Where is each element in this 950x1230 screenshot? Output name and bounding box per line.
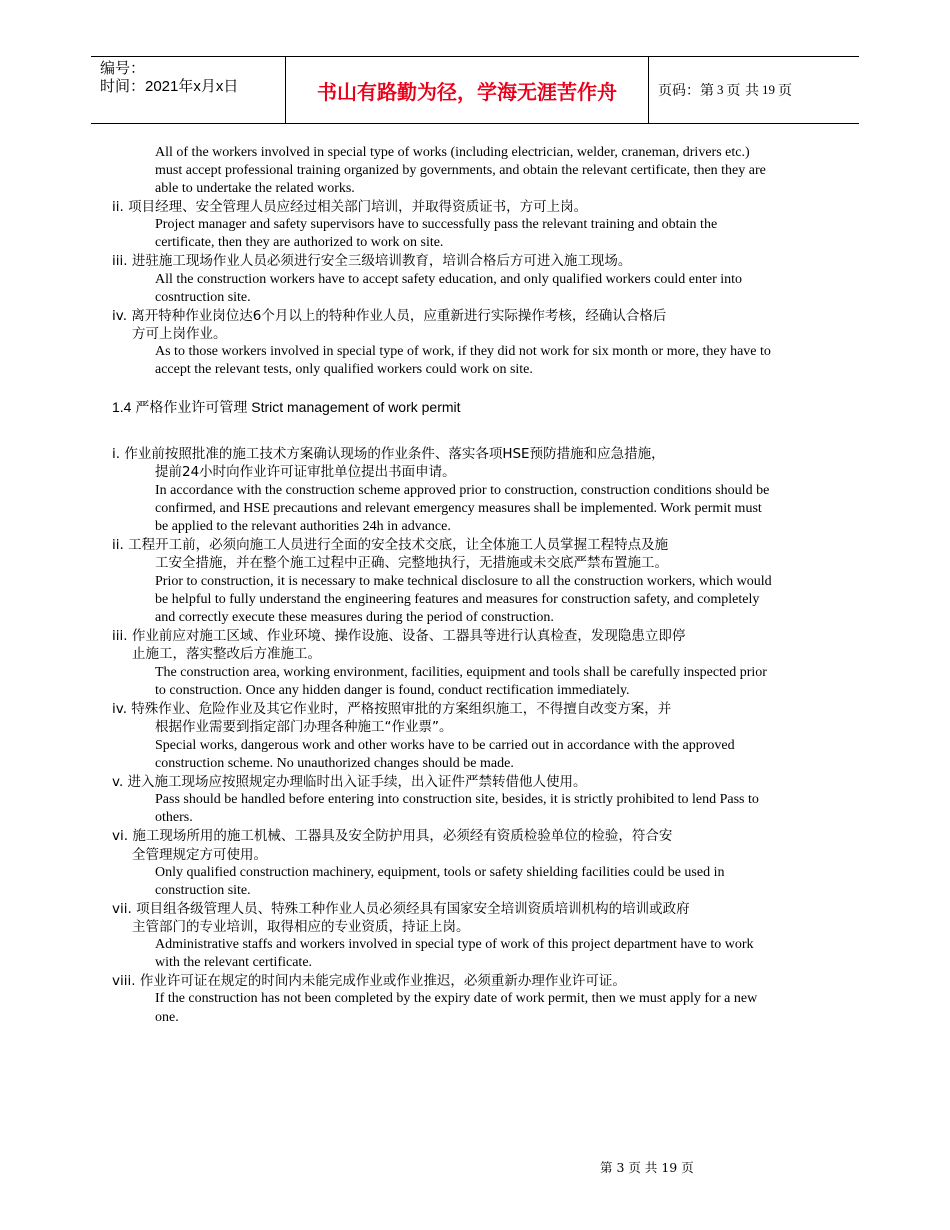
page-prefix: 页码：第 [658,83,714,99]
list-item-iii-zh: iii. 作业前应对施工区域、作业环境、操作设施、设备、工器具等进行认真检查，发现隐患立即停 [112,628,686,644]
header-motto: 书山有路勤为径，学海无涯苦作舟 [286,57,649,123]
list-item-ii-zh: ii. 工程开工前，必须向施工人员进行全面的安全技术交底，让全体施工人员掌握工程特点及施 [112,537,669,553]
list-item-i-zh: i. 作业前按照批准的施工技术方案确认现场的作业条件、落实各项HSE预防措施和应急措施， [112,446,665,462]
text-line: certificate, then they are authorized to work on site. [155,235,444,250]
text-line: The construction area, working environment, facilities, equipment and tools shall be carefully inspected prior [155,665,767,680]
text-line: Only qualified construction machinery, equipment, tools or safety shielding facilities could be used in [155,865,725,880]
text-line: As to those workers involved in special type of work, if they did not work for six month or more, they have to [155,344,771,359]
text-line: and correctly execute these measures during the period of construction. [155,610,554,625]
text-line: 止施工，落实整改后方准施工。 [132,646,321,662]
list-item-viii-zh: viii. 作业许可证在规定的时间内未能完成作业或作业推迟，必须重新办理作业许可证。 [112,973,626,989]
text-line: cosntruction site. [155,290,251,305]
list-item-iv-zh: iv. 特殊作业、危险作业及其它作业时，严格按照审批的方案组织施工，不得擅自改变方案，并 [112,701,672,717]
list-item-iv-zh: iv. 离开特种作业岗位达6个月以上的特种作业人员，应重新进行实际操作考核，经确认合格后 [112,308,667,324]
text-line: able to undertake the related works. [155,181,355,196]
list-item-vi-zh: vi. 施工现场所用的施工机械、工器具及安全防护用具，必须经有资质检验单位的检验，符合安 [112,828,673,844]
text-line: Administrative staffs and workers involved in special type of work of this project department have to work [155,937,754,952]
page-current: 3 [717,82,724,97]
text-line: one. [155,1010,179,1025]
page-suffix: 页 [777,83,792,99]
text-line: In accordance with the construction scheme approved prior to construction, construction conditions should be [155,483,770,498]
text-line: must accept professional training organized by governments, and obtain the relevant certificate, then they are [155,163,766,178]
text-line: construction site. [155,883,251,898]
page-header [91,56,859,124]
text-line: Special works, dangerous work and other works have to be carried out in accordance with the approved [155,738,735,753]
list-item-ii-zh: ii. 项目经理、安全管理人员应经过相关部门培训，并取得资质证书，方可上岗。 [112,199,588,215]
text-line: construction scheme. No unauthorized changes should be made. [155,756,514,771]
text-line: 根据作业需要到指定部门办理各种施工“作业票”。 [155,719,453,735]
page-footer: 第 3 页 共 19 页 [600,1160,694,1175]
page-total: 19 [761,82,775,97]
text-line: Prior to construction, it is necessary to make technical disclosure to all the construction workers, which would [155,574,772,589]
list-item-vii-zh: vii. 项目组各级管理人员、特殊工种作业人员必须经具有国家安全培训资质培训机构的培训或政府 [112,901,690,917]
doc-number-label: 编号： [100,60,146,77]
text-line: confirmed, and HSE precautions and relevant emergency measures shall be implemented. Work permit must [155,501,762,516]
doc-date: 时间：2021年x月x日 [100,78,239,95]
list-item-iii-zh: iii. 进驻施工现场作业人员必须进行安全三级培训教育，培训合格后方可进入施工现场。 [112,253,632,269]
text-line: accept the relevant tests, only qualified workers could work on site. [155,362,533,377]
text-line: 主管部门的专业培训，取得相应的专业资质，持证上岗。 [132,919,470,935]
text-line: with the relevant certificate. [155,955,313,970]
text-line: be helpful to fully understand the engineering features and measures for construction safety, and completely [155,592,760,607]
text-line: 提前24小时向作业许可证审批单位提出书面申请。 [155,464,456,480]
page-mid: 页 共 [726,83,759,99]
text-line: to construction. Once any hidden danger is found, conduct rectification immediately. [155,683,630,698]
text-line: All the construction workers have to accept safety education, and only qualified workers could enter into [155,272,743,287]
text-line: 工安全措施，并在整个施工过程中正确、完整地执行，无措施或未交底严禁布置施工。 [155,555,668,571]
text-line: be applied to the relevant authorities 24h in advance. [155,519,451,534]
header-page-info [649,57,859,123]
text-line: Pass should be handled before entering into construction site, besides, it is strictly prohibited to lend Pass to [155,792,759,807]
list-item-v-zh: v. 进入施工现场应按照规定办理临时出入证手续，出入证件严禁转借他人使用。 [112,774,587,790]
section-heading: 1.4 严格作业许可管理 Strict management of work permit [112,399,461,415]
text-line: All of the workers involved in special type of works (including electrician, welder, craneman, drivers etc.) [155,145,750,160]
header-meta [91,57,286,123]
text-line: others. [155,810,193,825]
text-line: Project manager and safety supervisors have to successfully pass the relevant training and obtain the [155,217,718,232]
text-line: 全管理规定方可使用。 [132,847,267,863]
text-line: If the construction has not been completed by the expiry date of work permit, then we must apply for a new [155,991,758,1006]
text-line: 方可上岗作业。 [132,326,227,342]
